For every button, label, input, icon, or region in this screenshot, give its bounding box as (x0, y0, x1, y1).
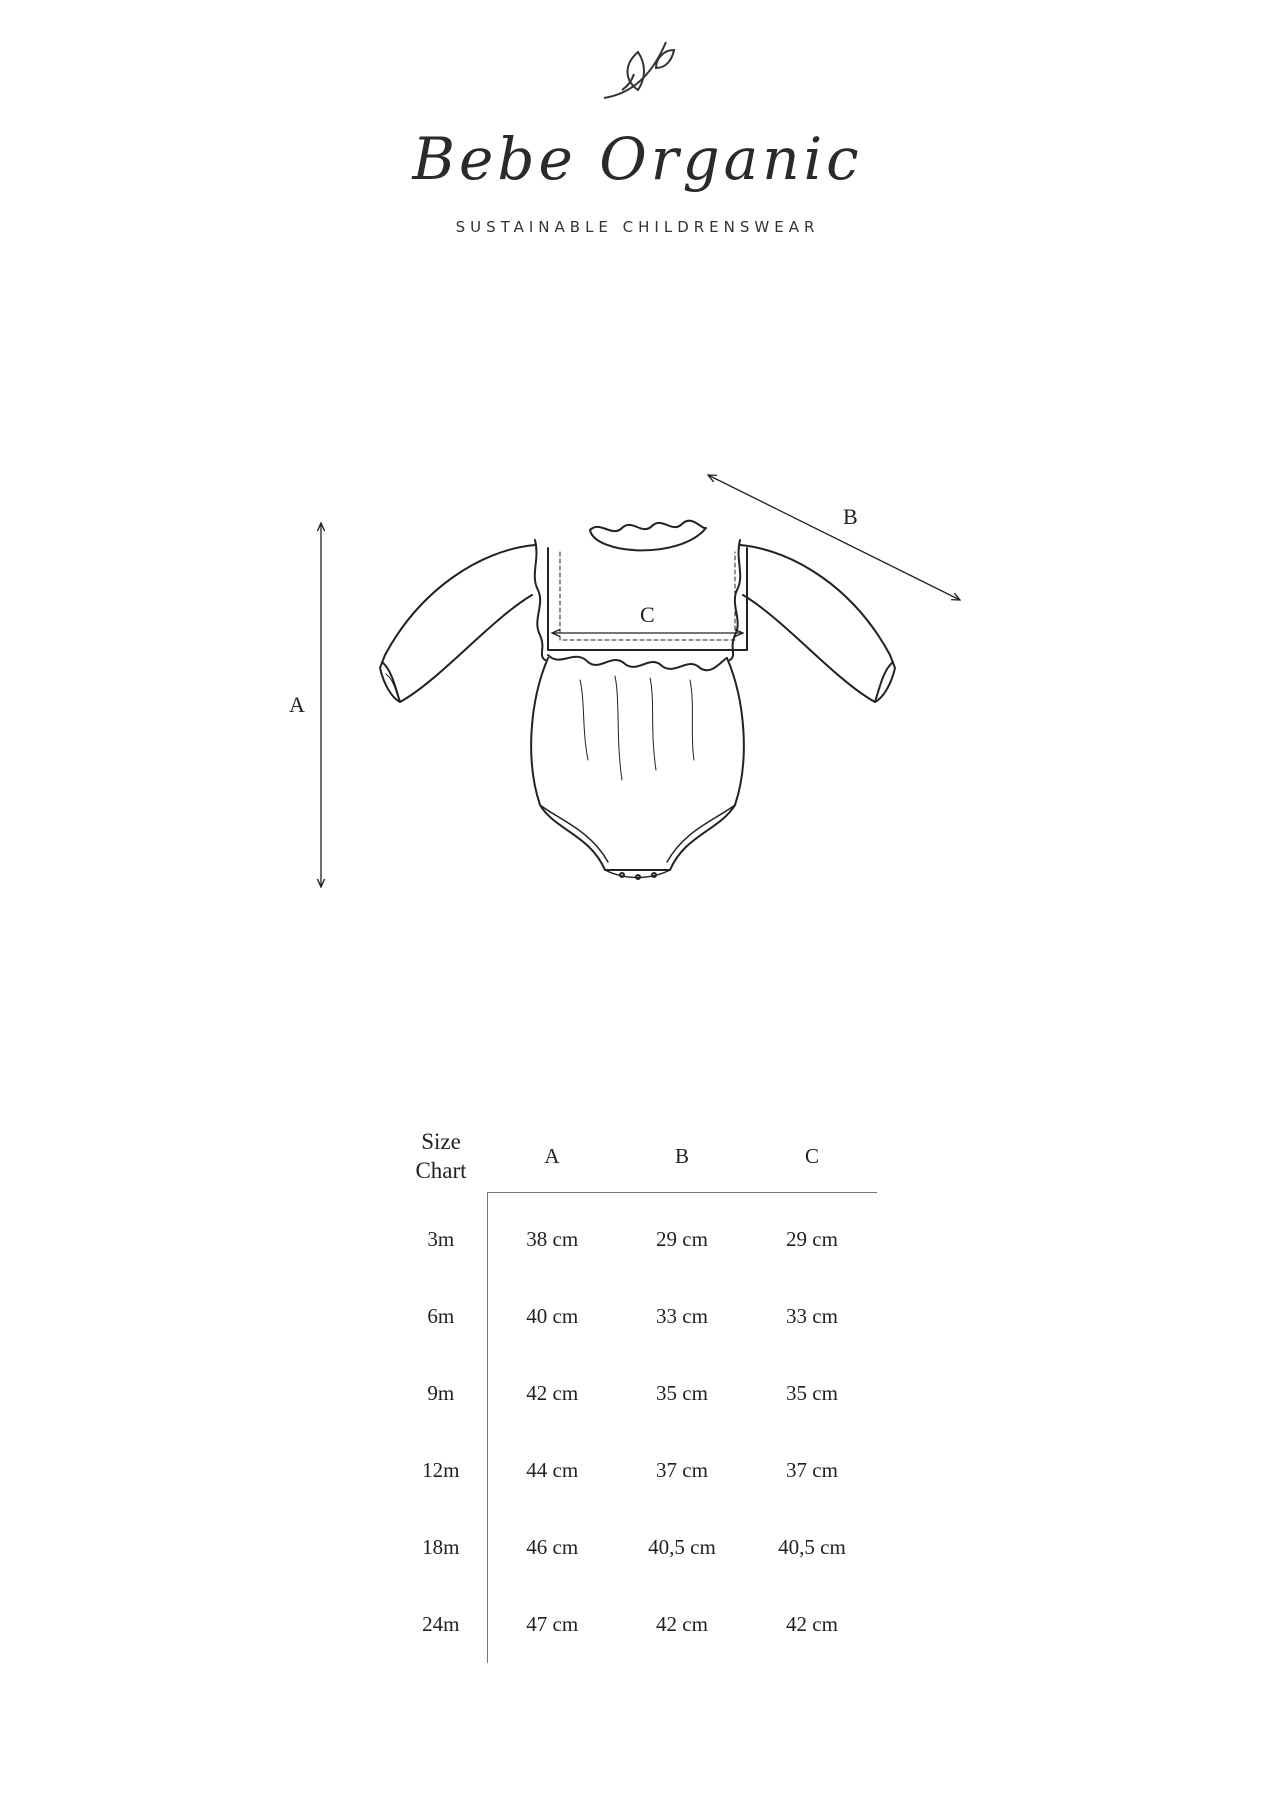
column-header-b: B (617, 1120, 747, 1193)
size-chart-title-line2: Chart (415, 1158, 467, 1184)
measurement-c-cell: 42 cm (786, 1612, 838, 1636)
table-row (395, 1509, 877, 1586)
measurement-a-cell: 42 cm (526, 1381, 579, 1405)
measurement-c-cell: 29 cm (786, 1227, 838, 1251)
size-chart-title (395, 1120, 487, 1193)
size-cell: 24m (395, 1586, 487, 1663)
column-header-c: C (747, 1120, 877, 1193)
measurement-b-cell: 40,5 cm (648, 1535, 716, 1559)
measurement-a-cell: 38 cm (526, 1227, 579, 1251)
dimension-b-label: B (843, 504, 858, 529)
romper-drawing (380, 521, 895, 879)
dimension-a-label: A (289, 692, 305, 717)
table-row (395, 1586, 877, 1663)
measurement-b-cell: 33 cm (656, 1304, 708, 1328)
size-chart-table (395, 1120, 877, 1663)
dimension-b-arrow (708, 475, 960, 600)
size-cell: 12m (395, 1432, 487, 1509)
table-row (395, 1278, 877, 1355)
size-chart-header-row (395, 1120, 877, 1193)
column-header-a: A (487, 1120, 617, 1193)
measurement-a-cell: 40 cm (526, 1304, 579, 1328)
measurement-a-cell: 47 cm (526, 1612, 579, 1636)
measurement-a-cell: 46 cm (526, 1535, 579, 1559)
measurement-b-cell: 29 cm (656, 1227, 708, 1251)
measurement-a-cell: 44 cm (526, 1458, 579, 1482)
measurement-b-cell: 42 cm (656, 1612, 708, 1636)
dimension-c-label: C (640, 602, 655, 627)
size-chart (395, 1120, 885, 1663)
brand-name: Bebe Organic (412, 125, 863, 193)
brand-tagline: SUSTAINABLE CHILDRENSWEAR (455, 218, 820, 236)
measurement-c-cell: 37 cm (786, 1458, 838, 1482)
table-row (395, 1193, 877, 1279)
measurement-b-cell: 35 cm (656, 1381, 708, 1405)
measurement-c-cell: 35 cm (786, 1381, 838, 1405)
table-row (395, 1355, 877, 1432)
size-chart-title-line1: Size (421, 1129, 461, 1155)
measurement-c-cell: 33 cm (786, 1304, 838, 1328)
size-cell: 18m (395, 1509, 487, 1586)
measurement-c-cell: 40,5 cm (778, 1535, 846, 1559)
table-row (395, 1432, 877, 1509)
size-cell: 9m (395, 1355, 487, 1432)
size-cell: 6m (395, 1278, 487, 1355)
size-cell: 3m (395, 1193, 487, 1279)
measurement-b-cell: 37 cm (656, 1458, 708, 1482)
